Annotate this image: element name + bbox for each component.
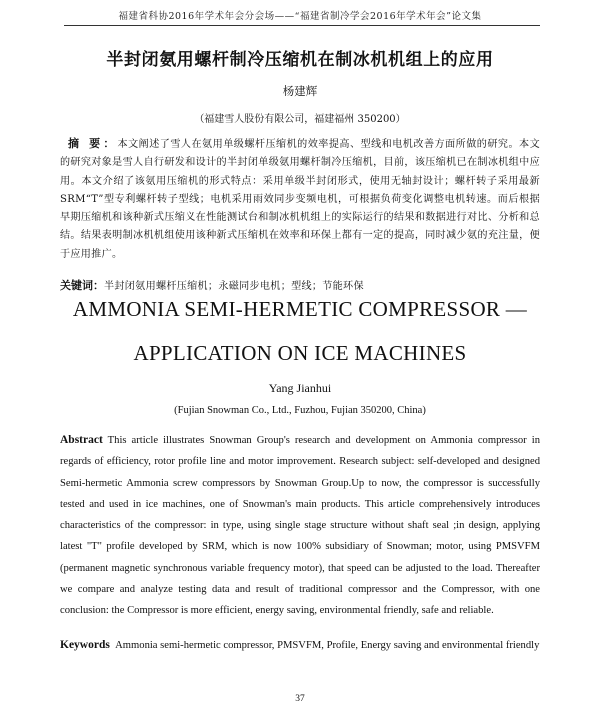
english-abstract-text: This article illustrates Snowman Group's research and development on Ammonia compressor in regards of efficiency, rotor profile line and motor improvement. Research subject: self-developed and designed Semi-hermetic Ammonia screw compressors by Snowman Group.Up to now, the compressor is successfully tested and used in ice machines, one of Snowman's main products. This article comprehensively introduces characteristics of the compressor: in type, using single stage structure without shaft seal ;in design, applying latest "T" profile developed by SRM, which is now 100% subsidiary of Snowman; motor, using PMSVFM (permanent magnetic synchronous variable frequency motor), that speed can be adjusted to the load. Thereafter we compare and analyze testing data and result of traditional compressor and the Compressor, with one conclusion: the Compressor is more efficient, energy saving, environmental friendly, safe and reliable. — [60, 435, 540, 617]
chinese-abstract-label: 摘 要： — [68, 137, 118, 150]
header-rule — [64, 25, 540, 26]
chinese-affiliation: （福建雪人股份有限公司，福建福州 350200） — [194, 114, 406, 125]
running-head: 福建省科协2016年学术年会分会场——“福建省制冷学会2016年学术年会”论文集 — [118, 11, 482, 22]
page-number: 37 — [295, 694, 305, 704]
english-keywords-label: Keywords — [60, 639, 110, 651]
english-affiliation: (Fujian Snowman Co., Ltd., Fuzhou, Fujian 350200, China) — [174, 405, 426, 416]
chinese-author: 杨建辉 — [282, 84, 318, 98]
english-title-line-1: AMMONIA SEMI-HERMETIC COMPRESSOR — — [72, 297, 528, 321]
chinese-title: 半封闭氨用螺杆制冷压缩机在制冰机机组上的应用 — [106, 50, 494, 70]
english-abstract-label: Abstract — [60, 434, 103, 446]
chinese-abstract-text: 本文阐述了雪人在氨用单级螺杆压缩机的效率提高、型线和电机改善方面所做的研究。本文的研究对象是雪人自行研发和设计的半封闭单级氨用螺杆制冷压缩机，目前，该压缩机已在制冰机组中应用。本文介绍了该氨用压缩机的形式特点：采用单级半封闭形式，使用无轴封设计；螺杆转子采用最新SRM“T”型专利螺杆转子型线；电机采用雨效同步变频电机，可根据负荷变化调整电机转速。而后根据早期压缩机和该种新式压缩义在性能测试台和制冰机机组上的实际运行的结果和数据进行对比、分析和总结。结果表明制冰机机组使用该种新式压缩机在效率和环保上都有一定的提高，同时减少氨的充注量，便于应用推广。 — [60, 139, 540, 260]
chinese-keywords-label: 关键词： — [60, 279, 104, 292]
chinese-keywords-text: 半封闭氨用螺杆压缩机；永磁同步电机；型线；节能环保 — [104, 281, 364, 292]
english-title-line-2: APPLICATION ON ICE MACHINES — [133, 341, 467, 365]
chinese-keywords — [60, 278, 540, 295]
english-keywords-text: Ammonia semi-hermetic compressor, PMSVFM, Profile, Energy saving and environmental friendly — [115, 640, 540, 651]
english-abstract — [60, 430, 540, 622]
english-keywords — [60, 636, 540, 655]
chinese-abstract — [60, 135, 540, 264]
english-author: Yang Jianhui — [268, 381, 332, 395]
